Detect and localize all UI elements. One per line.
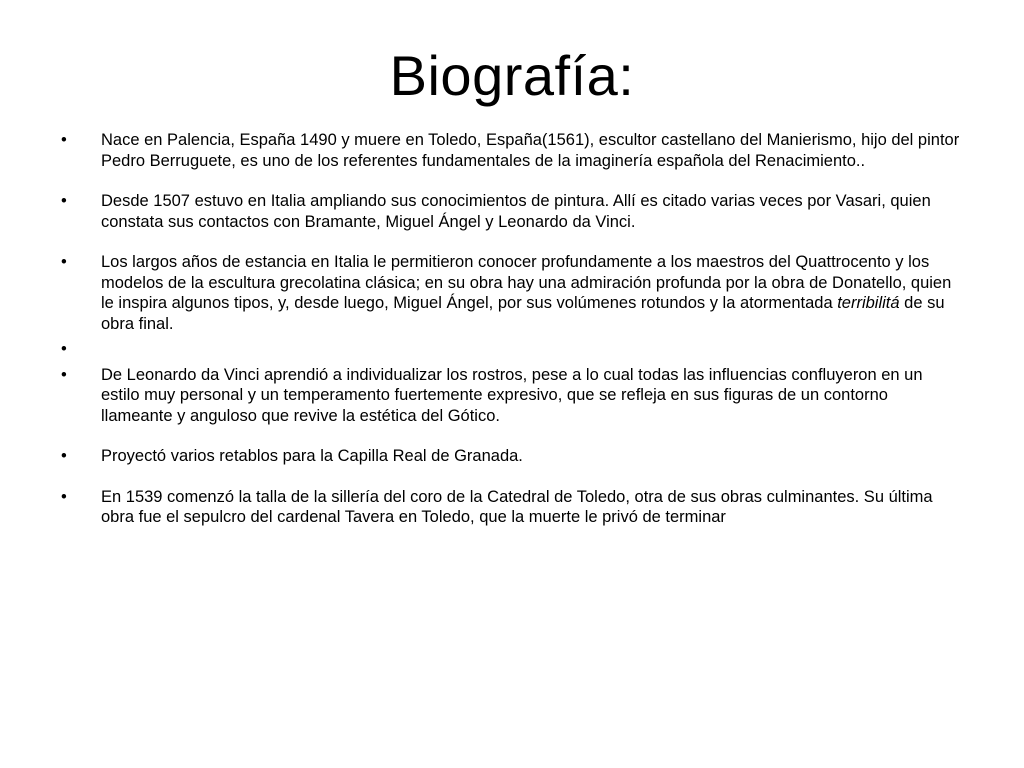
bullet-mark: • (61, 487, 67, 506)
bullet-mark: • (61, 131, 67, 149)
bullet-text (101, 253, 951, 333)
bullet-text-part: de su obra final. (101, 294, 945, 333)
bullet-text: Proyectó varios retablos para la Capilla Real de Granada. (101, 447, 523, 465)
slide-title: Biografía: (389, 44, 635, 107)
bullet-mark: • (61, 340, 67, 358)
bullet-item-leonardo (61, 365, 961, 427)
bullet-mark: • (61, 365, 67, 384)
bullet-item-italy (61, 191, 961, 232)
bullet-mark: • (61, 447, 67, 465)
bullet-mark: • (61, 253, 67, 271)
bullet-text-part: Los largos años de estancia en Italia le permitieron conocer profundamente a los maestros del Quattrocento y los modelos de la escultura grecolatina clásica; en su obra hay una admiración profunda por la obra de Donatello, quien le inspira algunos tipos, y, desde luego, Miguel Ángel, por sus volúmenes rotundos y la atormentada (101, 253, 952, 312)
bullet-mark: • (61, 192, 67, 210)
bullet-text-italic: terribilitá (837, 294, 900, 312)
bullet-item-influences (61, 252, 961, 334)
bullet-item-empty (61, 339, 961, 360)
bullet-text: De Leonardo da Vinci aprendió a individualizar los rostros, pese a lo cual todas las influencias confluyeron en un estilo muy personal y un temperamento fuertemente expresivo, que se refleja en sus figuras de un contorno llameante y anguloso que revive la estética del Gótico. (101, 365, 923, 425)
bullet-text: En 1539 comenzó la talla de la sillería del coro de la Catedral de Toledo, otra de sus obras culminantes. Su última obra fue el sepulcro del cardenal Tavera en Toledo, que la muerte le privó de terminar (101, 487, 933, 526)
bullet-list (61, 130, 961, 548)
bullet-item-birth (61, 130, 961, 171)
bullet-text: Nace en Palencia, España 1490 y muere en Toledo, España(1561), escultor castellano del Manierismo, hijo del pintor Pedro Berruguete, es uno de los referentes fundamentales de la imaginería española del Renacimiento.. (101, 131, 960, 170)
bullet-item-silleria (61, 487, 961, 528)
bullet-item-retablos (61, 446, 961, 467)
bullet-text: Desde 1507 estuvo en Italia ampliando sus conocimientos de pintura. Allí es citado varias veces por Vasari, quien constata sus contactos con Bramante, Miguel Ángel y Leonardo da Vinci. (101, 192, 931, 231)
